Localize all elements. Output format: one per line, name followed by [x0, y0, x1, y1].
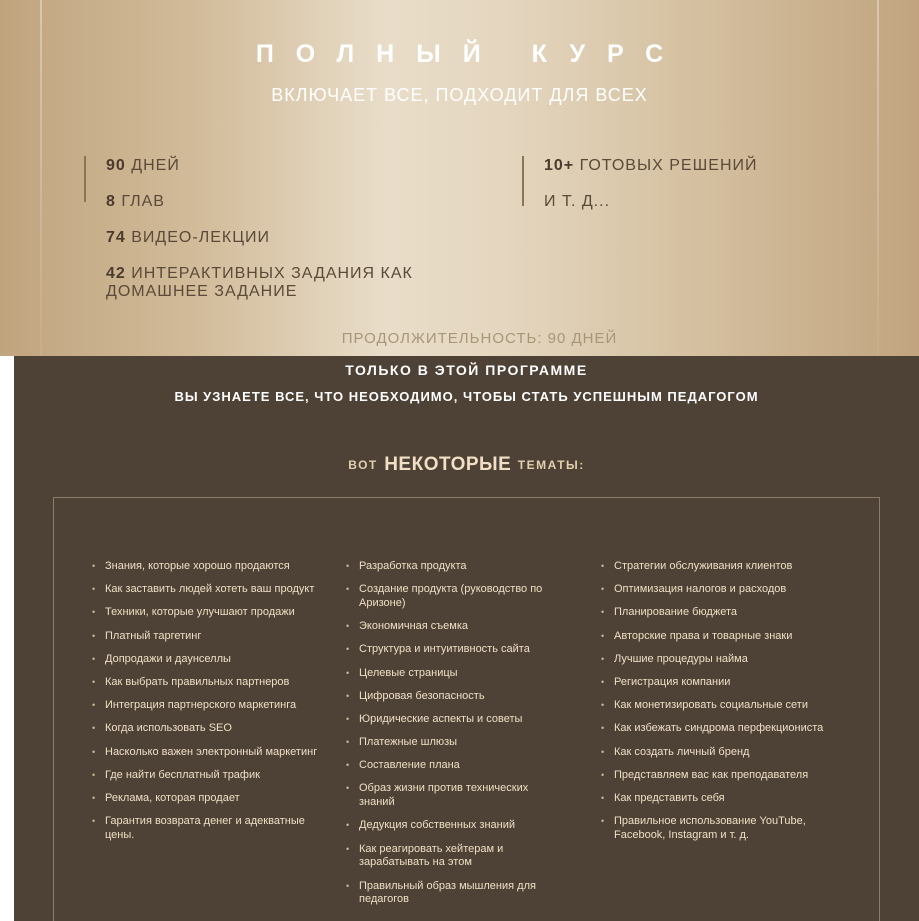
topic-item: • Платный таргетинг [92, 630, 332, 644]
only-in-program-heading: ТОЛЬКО В ЭТОЙ ПРОГРАММЕ [345, 362, 588, 378]
topic-item: • Интеграция партнерского маркетинга [92, 699, 332, 713]
course-hero [0, 0, 919, 356]
topic-item: • Гарантия возврата денег и адекватные цены. [92, 815, 332, 843]
topic-item: • Составление плана [346, 759, 566, 773]
topics-heading [14, 454, 919, 476]
topic-item: • Структура и интуитивность сайта [346, 643, 566, 657]
topic-item: • Создание продукта (руководство по Аризоне) [346, 583, 566, 611]
course-duration: ПРОДОЛЖИТЕЛЬНОСТЬ: 90 ДНЕЙ [341, 330, 618, 347]
feature-item: 74 ВИДЕО-ЛЕКЦИИ [106, 229, 271, 246]
course-subtitle: ВКЛЮЧАЕТ ВСЕ, ПОДХОДИТ ДЛЯ ВСЕХ [271, 85, 648, 105]
topic-item: • Техники, которые улучшают продажи [92, 606, 332, 620]
course-title: ПОЛНЫЙ КУРС [255, 40, 686, 68]
topics-heading-prefix: ВОТ [348, 458, 378, 472]
topic-item: • Правильный образ мышления для педагогов [346, 880, 566, 908]
program-section [14, 356, 919, 921]
topic-item: • Стратегии обслуживания клиентов [601, 560, 841, 574]
topic-item: • Цифровая безопасность [346, 690, 566, 704]
topic-item: • Представляем вас как преподавателя [601, 769, 841, 783]
topic-item: • Юридические аспекты и советы [346, 713, 566, 727]
topic-item: • Как представить себя [601, 792, 841, 806]
feature-item: И Т. Д... [544, 193, 611, 210]
topic-item: • Разработка продукта [346, 560, 566, 574]
feature-item: 42 ИНТЕРАКТИВНЫХ ЗАДАНИЯ КАК ДОМАШНЕЕ ЗАДАНИЕ [106, 265, 413, 300]
topic-item: • Целевые страницы [346, 667, 566, 681]
topics-box [53, 497, 880, 921]
topics-heading-suffix: ТЕМАТЫ: [517, 458, 585, 472]
topic-item: • Оптимизация налогов и расходов [601, 583, 841, 597]
topic-item: • Экономичная съемка [346, 620, 566, 634]
topic-item: • Как избежать синдрома перфекциониста [601, 722, 841, 736]
topic-item: • Планирование бюджета [601, 606, 841, 620]
topics-column-3 [601, 560, 841, 852]
topic-item: • Дедукция собственных знаний [346, 819, 566, 833]
topics-column-1 [92, 560, 332, 852]
topic-item: • Как монетизировать социальные сети [601, 699, 841, 713]
topic-item: • Как создать личный бренд [601, 746, 841, 760]
feature-item: 10+ ГОТОВЫХ РЕШЕНИЙ [544, 157, 758, 174]
features-right-list [544, 157, 864, 229]
topic-item: • Лучшие процедуры найма [601, 653, 841, 667]
topic-item: • Как выбрать правильных партнеров [92, 676, 332, 690]
topics-column-2 [346, 560, 566, 917]
topic-item: • Знания, которые хорошо продаются [92, 560, 332, 574]
topic-item: • Регистрация компании [601, 676, 841, 690]
topic-item: • Как реагировать хейтерам и зарабатывать на этом [346, 843, 566, 871]
topic-item: • Правильное использование YouTube, Facebook, Instagram и т. д. [601, 815, 841, 843]
learn-everything-heading: ВЫ УЗНАЕТЕ ВСЕ, ЧТО НЕОБХОДИМО, ЧТОБЫ СТАТЬ УСПЕШНЫМ ПЕДАГОГОМ [174, 389, 759, 404]
topics-heading-emphasis: НЕКОТОРЫЕ [384, 454, 512, 475]
topic-item: • Реклама, которая продает [92, 792, 332, 806]
feature-item: 90 ДНЕЙ [106, 157, 180, 174]
topic-item: • Насколько важен электронный маркетинг [92, 746, 332, 760]
topic-item: • Допродажи и даунселлы [92, 653, 332, 667]
topic-item: • Авторские права и товарные знаки [601, 630, 841, 644]
features-left-list [106, 157, 466, 319]
topic-item: • Образ жизни против технических знаний [346, 782, 566, 810]
topic-item: • Как заставить людей хотеть ваш продукт [92, 583, 332, 597]
topic-item: • Где найти бесплатный трафик [92, 769, 332, 783]
topic-item: • Платежные шлюзы [346, 736, 566, 750]
feature-item: 8 ГЛАВ [106, 193, 165, 210]
topic-item: • Когда использовать SEO [92, 722, 332, 736]
